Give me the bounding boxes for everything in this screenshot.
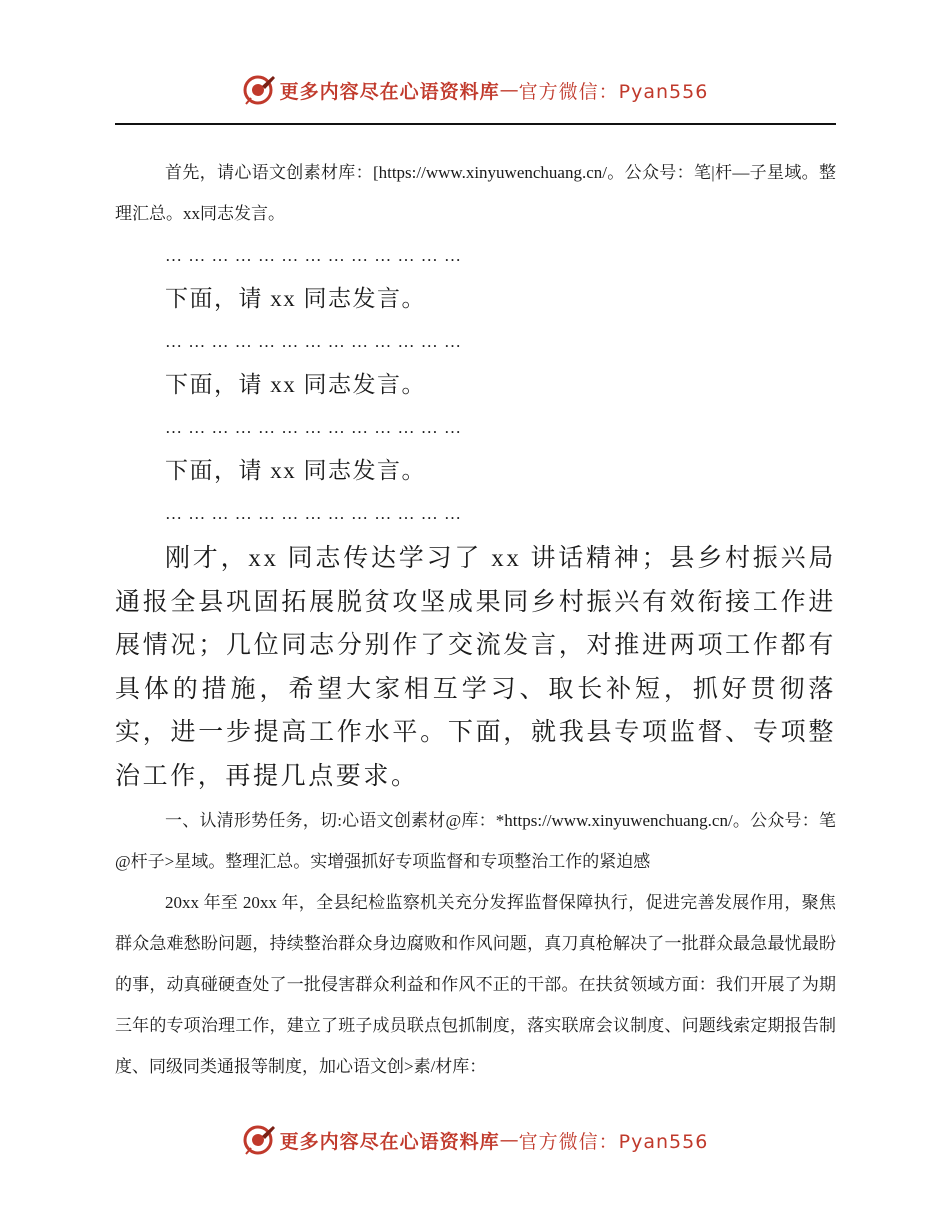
- intro-paragraph: 首先，请心语文创素材库：[https://www.xinyuwenchuang.cn/。公众号：笔|杆—子星域。整理汇总。xx同志发言。: [115, 163, 836, 223]
- section-1-body: 20xx 年至 20xx 年，全县纪检监察机关充分发挥监督保障执行，促进完善发展作用，聚焦群众急难愁盼问题，持续整治群众身边腐败和作风问题，真刀真枪解决了一批群众最急最忧最盼的事，动真碰硬查处了一批侵害群众利益和作风不正的干部。在扶贫领域方面：我们开展了为期三年的专项治理工作，建立了班子成员联点包抓制度，落实联席会议制度、问题线索定期报告制度、同级同类通报等制度，加心语文创>素/材库：: [115, 893, 836, 1076]
- next-speaker-line: 下面，请 xx 同志发言。: [165, 286, 426, 311]
- ellipsis-line: … … … … … … … … … … … … …: [165, 332, 462, 351]
- header-divider: [115, 123, 836, 125]
- header-banner: [0, 70, 950, 110]
- banner-separator: —: [499, 79, 519, 101]
- next-speaker-line: 下面，请 xx 同志发言。: [165, 458, 426, 483]
- section-1-title: 一、认清形势任务，切:心语文创素材@库：*https://www.xinyuwenchuang.cn/。公众号：笔@杆子>星域。整理汇总。实增强抓好专项监督和专项整治工作的紧迫感: [115, 811, 836, 871]
- banner-contact-text: 官方微信：Pyan556: [518, 80, 709, 103]
- footer-banner: [0, 1120, 950, 1160]
- banner-brand-text: 更多内容尽在心语资料库: [279, 1130, 500, 1153]
- ellipsis-line: … … … … … … … … … … … … …: [165, 418, 462, 437]
- banner-brand-text: 更多内容尽在心语资料库: [279, 80, 500, 103]
- document-body: [115, 152, 836, 1087]
- ellipsis-line: … … … … … … … … … … … … …: [165, 504, 462, 523]
- summary-paragraph: 刚才，xx 同志传达学习了 xx 讲话精神；县乡村振兴局通报全县巩固拓展脱贫攻坚成果同乡村振兴有效衔接工作进展情况；几位同志分别作了交流发言，对推进两项工作都有具体的措施，希望大家相互学习、取长补短，抓好贯彻落实，进一步提高工作水平。下面，就我县专项监督、专项整治工作，再提几点要求。: [115, 545, 836, 790]
- banner-contact-text: 官方微信：Pyan556: [518, 1130, 709, 1153]
- banner-separator: —: [499, 1129, 519, 1151]
- pen-logo-icon: [242, 1123, 276, 1157]
- next-speaker-line: 下面，请 xx 同志发言。: [165, 372, 426, 397]
- pen-logo-icon: [242, 73, 276, 107]
- ellipsis-line: … … … … … … … … … … … … …: [165, 246, 462, 265]
